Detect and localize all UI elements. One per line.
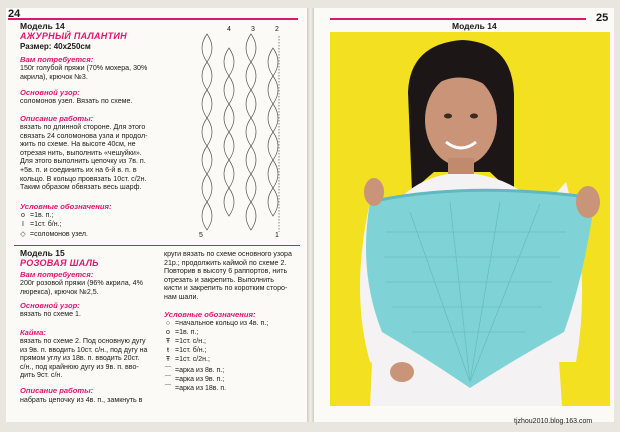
model14-legend-item: o =1в. п.; [21, 212, 54, 219]
model15-edge-text: вязать по схеме 2. Под основную дугу из 9в. п. вводить 10ст. с/н., под дугу на прямом углу из 18в. п. вводить 20ст. с/н., под крайнюю дугу из 9в. п. вво- дить 9ст. с/н. [20, 337, 148, 380]
model15-pattern-text: вязать по схеме 1. [20, 310, 81, 318]
header-bar-left [8, 18, 298, 20]
model14-pattern-heading: Основной узор: [20, 88, 80, 97]
model15-continuation-text: круги вязать по схеме основного узора 21р.; продолжить каймой по схеме 2. Повторив в высоту 6 раппортов, нить отрезать и закрепить. Выполнить кисти и закрепить по коротким сторо- нам шали. [164, 250, 292, 301]
solomon-knot-chart-svg [195, 26, 287, 244]
book-gutter [307, 8, 314, 422]
header-bar-right [330, 18, 586, 20]
woman-wearing-shawl-illustration [330, 32, 610, 406]
model15-legend-item: ○ =начальное кольцо из 4в. п.; [165, 320, 269, 327]
model15-edge-heading: Кайма: [20, 328, 46, 337]
model15-work-heading: Описание работы: [20, 386, 94, 395]
model14-needed-text: 150г голубой пряжи (70% мохера, 30% акрила), крючок №3. [20, 64, 148, 81]
model15-legend-heading: Условные обозначения: [164, 310, 256, 319]
model14-legend-heading: Условные обозначения: [20, 202, 112, 211]
model15-work-text: набрать цепочку из 4в. п., замкнуть в [20, 396, 143, 404]
model14-title: АЖУРНЫЙ ПАЛАНТИН [20, 31, 127, 41]
model15-title: РОЗОВАЯ ШАЛЬ [20, 258, 99, 268]
model15-needed-heading: Вам потребуется: [20, 270, 94, 279]
chart-number: 1 [275, 232, 279, 239]
model14-size: Размер: 40х250см [20, 42, 91, 51]
model14-header: Модель 14 [20, 21, 65, 31]
model15-legend-item: ⌒ =арка из 9в. п.; [164, 375, 225, 383]
chart-number: 2 [275, 26, 279, 33]
model15-pattern-heading: Основной узор: [20, 301, 80, 310]
model15-legend-item: o =1в. п.; [166, 329, 199, 336]
model15-legend-item: ⌒ =арка из 8в. п.; [164, 366, 225, 374]
model14-legend-item: I =1ст. б/н.; [22, 221, 62, 228]
model15-legend-item: Ŧ =1ст. с/н.; [165, 338, 207, 345]
model14-pattern-text: соломонов узел. Вязать по схеме. [20, 97, 133, 105]
chart-number: 3 [251, 26, 255, 33]
model14-needed-heading: Вам потребуется: [20, 55, 94, 64]
chart-mesh [202, 34, 279, 232]
model15-legend-item: ŧ =1ст. б/н.; [167, 347, 207, 354]
model14-crochet-chart [195, 26, 287, 244]
page-number-right: 25 [596, 12, 609, 24]
model15-header: Модель 15 [20, 248, 65, 258]
chart-number: 4 [227, 26, 231, 33]
model14-legend-item: ◇ =соломонов узел. [20, 230, 88, 238]
right-page-model-header: Модель 14 [452, 21, 497, 31]
page-number-left: 24 [8, 8, 21, 20]
model14-work-text: вязать по длинной стороне. Для этого связать 24 соломонова узла и продол- жить по схеме. На высоте 40см, не отрезая нить, выполнить «чешуйки». Для этого выполнить цепочку из 7в. п. +5в. п. и соединить их на 6-й в. п. в кольцо. В кольцо провязать 10ст. с/2н. Таким образом обвязать весь шарф. [20, 123, 148, 192]
model15-needed-text: 200г розовой пряжи (96% акрила, 4% люрекса), крючок №2,5. [20, 279, 143, 296]
section-divider [14, 245, 300, 246]
model14-work-heading: Описание работы: [20, 114, 94, 123]
model-photo [330, 32, 610, 406]
model15-legend-item: ⌒ =арка из 18в. п. [164, 384, 227, 392]
blog-credit: tjzhou2010.blog.163.com [514, 418, 593, 425]
model15-legend-item: Ŧ =1ст. с/2н.; [165, 356, 210, 363]
chart-number: 5 [199, 232, 203, 239]
